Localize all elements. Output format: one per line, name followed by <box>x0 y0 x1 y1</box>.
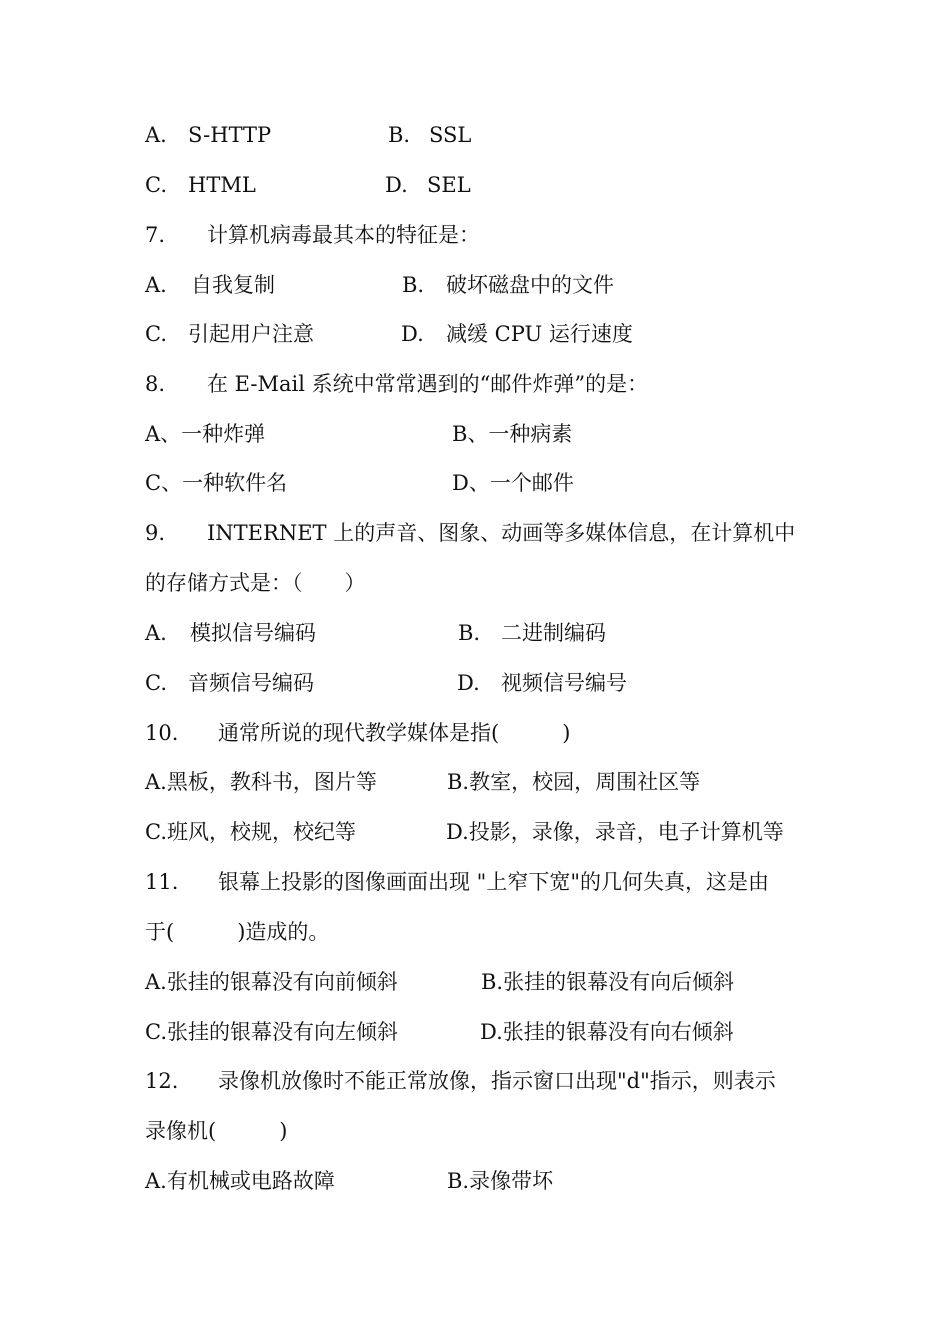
option-letter: A. <box>145 621 167 645</box>
question-line <box>0 713 950 753</box>
option-text: 视频信号编号 <box>501 671 627 695</box>
question-line <box>0 215 950 255</box>
option-line <box>0 165 950 205</box>
option-text: 二进制编码 <box>501 621 606 645</box>
option-text: C.班风，校规，校纪等 <box>145 820 356 844</box>
option-text: 引起用户注意 <box>188 322 314 346</box>
question-line <box>0 1061 950 1101</box>
option-text: 破坏磁盘中的文件 <box>446 273 614 297</box>
option-line <box>0 115 950 155</box>
question-text: 银幕上投影的图像画面出现 "上窄下宽"的几何失真，这是由 <box>218 870 769 894</box>
option-line <box>0 663 950 703</box>
option-text: B.张挂的银幕没有向后倾斜 <box>481 970 735 994</box>
option-text: 自我复制 <box>191 273 275 297</box>
option-line <box>0 314 950 354</box>
option-line <box>0 463 950 503</box>
question-number: 12. <box>145 1069 179 1093</box>
option-line <box>0 812 950 852</box>
option-letter: D. <box>457 671 480 695</box>
option-text: D.投影，录像，录音，电子计算机等 <box>446 820 784 844</box>
option-text: SSL <box>429 123 472 147</box>
option-text: B.教室，校园，周围社区等 <box>447 770 701 794</box>
question-continuation <box>0 1111 950 1151</box>
question-number: 10. <box>145 721 179 745</box>
question-line <box>0 862 950 902</box>
option-text: B.录像带坏 <box>447 1169 554 1193</box>
option-letter: C. <box>145 322 167 346</box>
question-continuation <box>0 912 950 952</box>
option-text: A.黑板，教科书，图片等 <box>145 770 377 794</box>
option-text: S-HTTP <box>188 123 272 147</box>
option-text: HTML <box>188 173 256 197</box>
option-letter: B. <box>458 621 481 645</box>
option-text: 模拟信号编码 <box>190 621 316 645</box>
question-text: 的存储方式是：（ ） <box>145 571 366 595</box>
question-text: 录像机放像时不能正常放像，指示窗口出现"d"指示，则表示 <box>218 1069 776 1093</box>
option-letter: C. <box>145 671 167 695</box>
question-continuation <box>0 563 950 603</box>
question-number: 8. <box>145 372 166 396</box>
option-text: C、一种软件名 <box>145 471 288 495</box>
question-text: 通常所说的现代教学媒体是指( ) <box>218 721 571 745</box>
option-line <box>0 1012 950 1052</box>
question-text: 于( )造成的。 <box>145 920 330 944</box>
question-number: 7. <box>145 223 166 247</box>
option-text: D、一个邮件 <box>452 471 574 495</box>
question-text: INTERNET 上的声音、图象、动画等多媒体信息，在计算机中 <box>207 521 796 545</box>
question-text: 计算机病毒最其本的特征是： <box>207 223 480 247</box>
option-line <box>0 613 950 653</box>
option-line <box>0 414 950 454</box>
option-line <box>0 1161 950 1201</box>
option-letter: D. <box>401 322 424 346</box>
question-text: 在 E-Mail 系统中常常遇到的“邮件炸弹”的是： <box>207 372 649 396</box>
option-text: 音频信号编码 <box>188 671 314 695</box>
question-text: 录像机( ) <box>145 1119 288 1143</box>
question-number: 9. <box>145 521 166 545</box>
option-letter: D. <box>385 173 408 197</box>
option-text: A.有机械或电路故障 <box>145 1169 335 1193</box>
option-text: 减缓 CPU 运行速度 <box>446 322 633 346</box>
option-text: A.张挂的银幕没有向前倾斜 <box>145 970 398 994</box>
option-text: D.张挂的银幕没有向右倾斜 <box>480 1020 734 1044</box>
option-letter: C. <box>145 173 167 197</box>
option-text: A、一种炸弹 <box>145 422 266 446</box>
option-text: SEL <box>427 173 471 197</box>
option-letter: B. <box>388 123 411 147</box>
option-letter: A. <box>145 273 167 297</box>
option-text: B、一种病素 <box>452 422 573 446</box>
question-line <box>0 513 950 553</box>
option-letter: A. <box>145 123 167 147</box>
option-line <box>0 962 950 1002</box>
option-line <box>0 762 950 802</box>
option-text: C.张挂的银幕没有向左倾斜 <box>145 1020 398 1044</box>
option-letter: B. <box>402 273 425 297</box>
question-number: 11. <box>145 870 179 894</box>
question-line <box>0 364 950 404</box>
option-line <box>0 265 950 305</box>
